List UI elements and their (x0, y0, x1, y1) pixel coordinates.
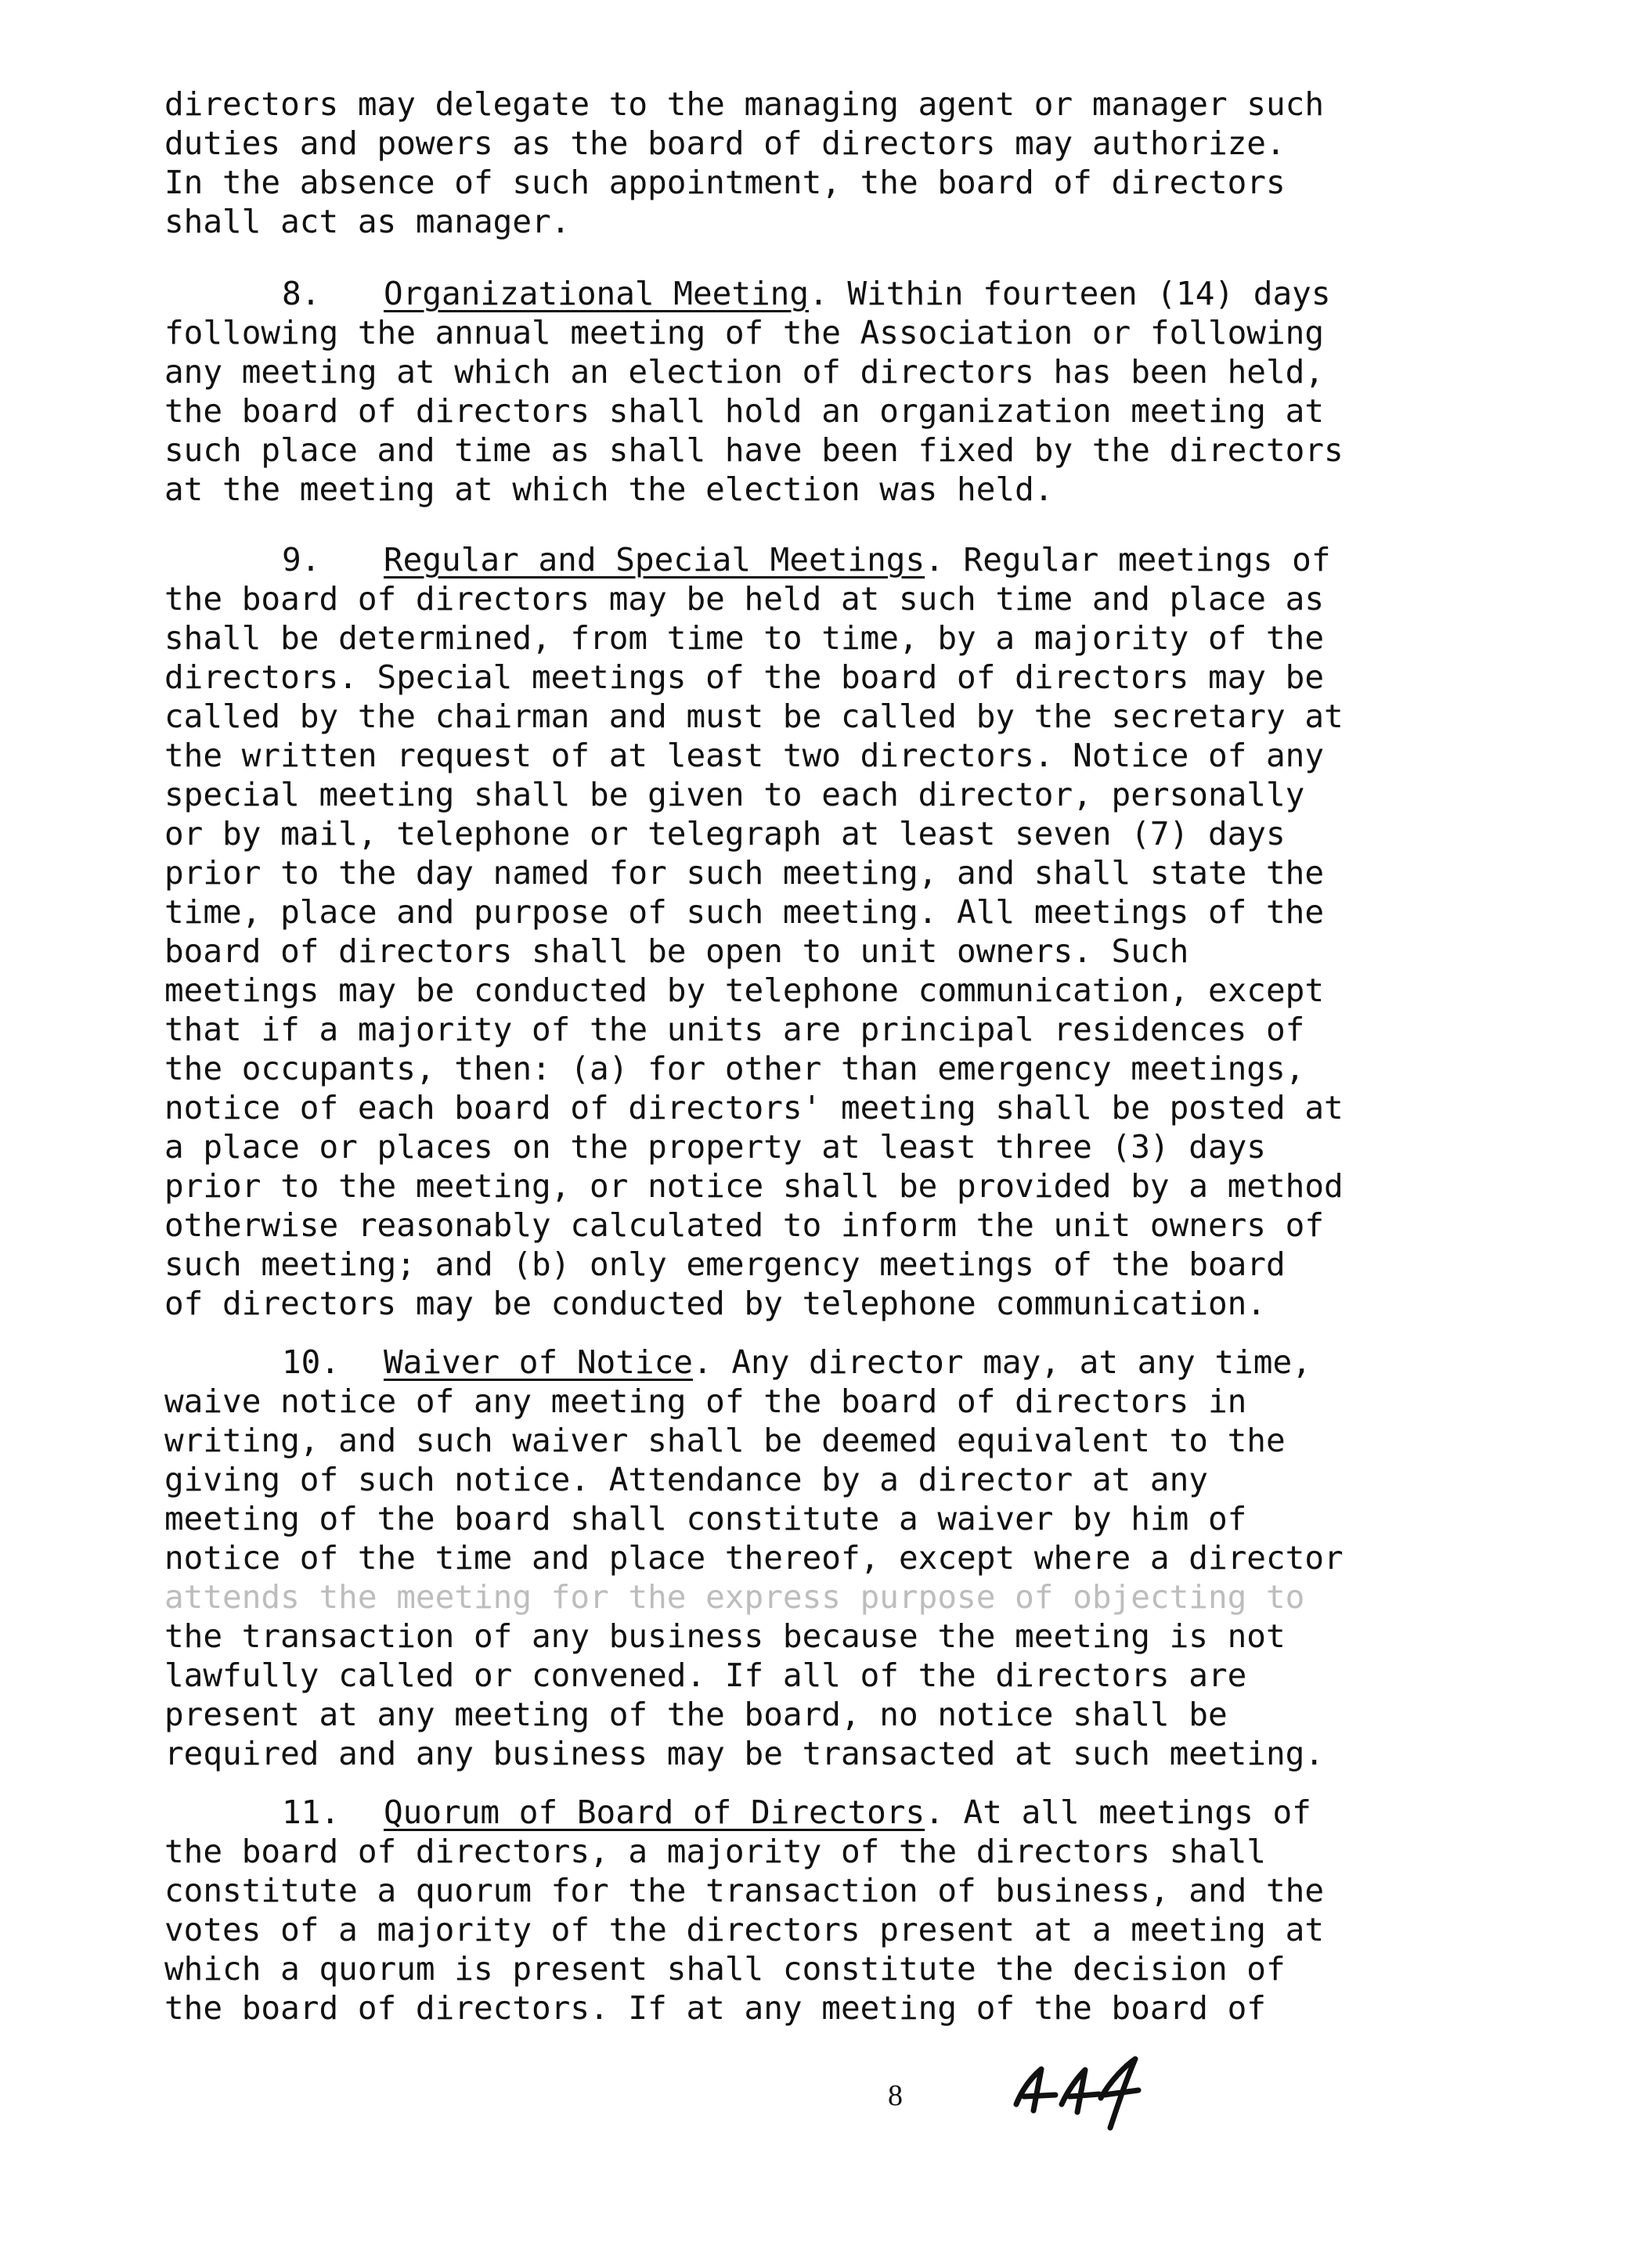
text-line: the board of directors may be held at such time and place as (164, 580, 1325, 618)
text-line: lawfully called or convened. If all of the directors are (164, 1657, 1247, 1694)
section-heading: Waiver of Notice (384, 1343, 693, 1381)
section-first-line-text: . Within fourteen (14) days (809, 275, 1331, 312)
text-line: the board of directors. If at any meeting of the board of (164, 1989, 1266, 2027)
text-line: meeting of the board shall constitute a waiver by him of (164, 1500, 1247, 1538)
text-line: waive notice of any meeting of the board of directors in (164, 1383, 1247, 1420)
text-line: of directors may be conducted by telephone communication. (164, 1285, 1266, 1322)
section-9-regular-and-special-meetings (164, 540, 1574, 1323)
section-first-line (164, 1793, 1574, 1832)
text-line: otherwise reasonably calculated to inform the unit owners of (164, 1206, 1325, 1244)
text-line: the transaction of any business because the meeting is not (164, 1617, 1286, 1655)
text-line: any meeting at which an election of directors has been held, (164, 353, 1325, 391)
section-first-line-text: . At all meetings of (925, 1794, 1311, 1831)
text-line: following the annual meeting of the Association or following (164, 314, 1325, 352)
text-line: In the absence of such appointment, the board of directors (164, 164, 1286, 201)
text-line: duties and powers as the board of directors may authorize. (164, 124, 1286, 162)
section-number: 8. (282, 275, 321, 312)
section-number: 9. (282, 541, 321, 579)
section-first-line (164, 540, 1574, 579)
handwritten-initials (1001, 2050, 1157, 2136)
text-line: time, place and purpose of such meeting. All meetings of the (164, 893, 1325, 931)
section-11-quorum-of-board (164, 1793, 1574, 2028)
text-line: directors. Special meetings of the board of directors may be (164, 658, 1325, 696)
section-10-waiver-of-notice (164, 1343, 1574, 1773)
section-first-line (164, 1343, 1574, 1382)
text-line: special meeting shall be given to each director, personally (164, 776, 1305, 813)
text-line: or by mail, telephone or telegraph at least seven (7) days (164, 815, 1286, 853)
text-line: notice of the time and place thereof, except where a director (164, 1539, 1344, 1577)
text-line: the board of directors, a majority of the directors shall (164, 1833, 1266, 1870)
text-line: which a quorum is present shall constitute the decision of (164, 1950, 1286, 1988)
section-first-line-text: . Any director may, at any time, (692, 1343, 1311, 1381)
text-line: notice of each board of directors' meeting shall be posted at (164, 1089, 1344, 1127)
paragraph-continuation (164, 85, 1574, 241)
text-line: required and any business may be transacted at such meeting. (164, 1735, 1325, 1772)
section-heading: Organizational Meeting (384, 275, 810, 312)
text-line: shall act as manager. (164, 203, 571, 240)
text-line: a place or places on the property at least three (3) days (164, 1128, 1266, 1166)
faded-text-line: attends the meeting for the express purpose of objecting to (164, 1578, 1305, 1616)
section-number: 11. (282, 1794, 341, 1831)
text-line: present at any meeting of the board, no notice shall be (164, 1696, 1228, 1733)
text-line: directors may delegate to the managing agent or manager such (164, 85, 1325, 123)
section-number: 10. (282, 1343, 341, 1381)
section-heading: Quorum of Board of Directors (384, 1794, 925, 1831)
text-line: the occupants, then: (a) for other than emergency meetings, (164, 1050, 1305, 1087)
text-line: such place and time as shall have been fixed by the directors (164, 431, 1344, 469)
text-line: the written request of at least two directors. Notice of any (164, 737, 1325, 774)
section-first-line (164, 274, 1574, 313)
text-line: such meeting; and (b) only emergency meetings of the board (164, 1246, 1286, 1283)
text-line: votes of a majority of the directors present at a meeting at (164, 1911, 1325, 1949)
text-line: called by the chairman and must be called by the secretary at (164, 698, 1344, 735)
text-line: writing, and such waiver shall be deemed equivalent to the (164, 1422, 1286, 1459)
text-line: that if a majority of the units are principal residences of (164, 1011, 1305, 1048)
text-line: prior to the day named for such meeting, and shall state the (164, 854, 1325, 892)
text-line: board of directors shall be open to unit owners. Such (164, 932, 1189, 970)
text-line: constitute a quorum for the transaction of business, and the (164, 1872, 1325, 1909)
text-line: giving of such notice. Attendance by a director at any (164, 1461, 1208, 1498)
text-line: at the meeting at which the election was held. (164, 470, 1054, 508)
text-line: the board of directors shall hold an organization meeting at (164, 392, 1325, 430)
text-line: meetings may be conducted by telephone communication, except (164, 972, 1325, 1009)
page-number: 8 (888, 2079, 903, 2112)
section-8-organizational-meeting (164, 274, 1574, 509)
text-line: prior to the meeting, or notice shall be provided by a method (164, 1167, 1344, 1205)
section-first-line-text: . Regular meetings of (925, 541, 1331, 579)
section-heading: Regular and Special Meetings (384, 541, 925, 579)
text-line: shall be determined, from time to time, by a majority of the (164, 619, 1325, 657)
